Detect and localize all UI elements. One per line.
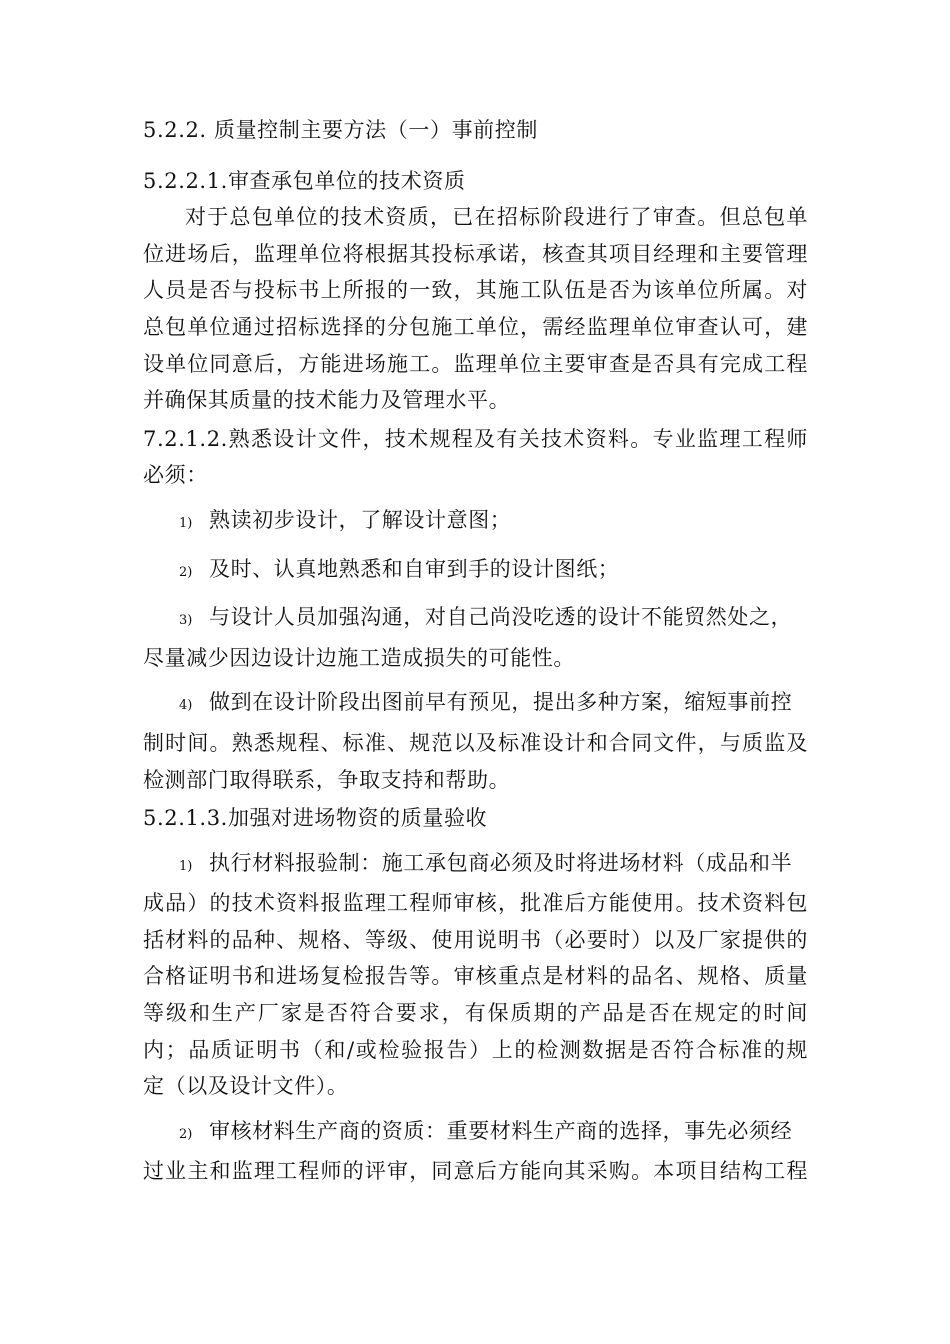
section-heading-5-2-2: 5.2.2. 质量控制主要方法（一）事前控制	[143, 118, 538, 142]
section-heading-7-2-1-2: 7.2.1.2.熟悉设计文件，技术规程及有关技术资料。专业监理工程师	[143, 426, 808, 451]
design-review-list	[143, 502, 808, 798]
list-number: 4)	[179, 698, 193, 714]
list-item-text: 及时、认真地熟悉和自审到手的设计图纸；	[209, 556, 620, 581]
list-number: 3)	[179, 613, 193, 629]
list-number: 2)	[179, 1126, 193, 1142]
list-item-text: 等级和生产厂家是否符合要求，有保质期的产品是否在规定的时间	[143, 1001, 808, 1026]
list-number: 2)	[179, 564, 193, 580]
list-number: 1)	[179, 858, 193, 874]
list-item	[143, 684, 808, 798]
list-item-text: 内；品质证明书（和/或检验报告）上的检测数据是否符合标准的规	[143, 1037, 808, 1062]
paragraph-line: 位进场后，监理单位将根据其投标承诺，核查其项目经理和主要管理	[143, 241, 808, 266]
list-item	[143, 845, 808, 1105]
list-item-text: 与设计人员加强沟通，对自己尚没吃透的设计不能贸然处之，	[209, 605, 793, 630]
list-item-text: 做到在设计阶段出图前早有预见，提出多种方案，缩短事前控	[209, 690, 793, 715]
list-item-text: 熟读初步设计，了解设计意图；	[209, 507, 512, 532]
list-item-text: 制时间。熟悉规程、标准、规范以及标准设计和合同文件，与质监及	[143, 730, 808, 755]
list-item-text: 成品）的技术资料报监理工程师审核，批准后方能使用。技术资料包	[143, 891, 808, 916]
list-item	[143, 1113, 808, 1190]
list-item-text: 审核材料生产商的资质：重要材料生产商的选择，事先必须经	[209, 1118, 793, 1143]
list-item-text: 括材料的品种、规格、等级、使用说明书（必要时）以及厂家提供的	[143, 927, 808, 952]
list-number: 1)	[179, 515, 193, 531]
section-heading-5-2-2-1: 5.2.2.1.审查承包单位的技术资质	[143, 168, 466, 193]
list-item-text: 检测部门取得联系，争取支持和帮助。	[143, 767, 511, 792]
list-item	[143, 502, 808, 543]
list-item-text: 尽量减少因边设计边施工造成损失的可能性。	[143, 645, 575, 670]
material-inspection-list	[143, 845, 808, 1190]
section-heading-7-2-1-2-cont: 必须：	[143, 463, 208, 488]
list-item-text: 执行材料报验制：施工承包商必须及时将进场材料（成品和半	[209, 850, 793, 875]
paragraph-line: 人员是否与投标书上所报的一致，其施工队伍是否为该单位所属。对	[143, 278, 808, 303]
section-heading-5-2-1-3: 5.2.1.3.加强对进场物资的质量验收	[143, 806, 488, 831]
list-item	[143, 551, 808, 592]
list-item-text: 定（以及设计文件）。	[143, 1074, 349, 1099]
list-item	[143, 599, 808, 676]
paragraph-line: 对于总包单位的技术资质，已在招标阶段进行了审查。但总包单	[185, 205, 808, 230]
list-item-text: 过业主和监理工程师的评审，同意后方能向其采购。本项目结构工程	[143, 1159, 808, 1184]
paragraph-line: 并确保其质量的技术能力及管理水平。	[143, 388, 511, 413]
paragraph-line: 总包单位通过招标选择的分包施工单位，需经监理单位审查认可，建	[143, 314, 808, 339]
paragraph-line: 设单位同意后，方能进场施工。监理单位主要审查是否具有完成工程	[143, 351, 808, 376]
list-item-text: 合格证明书和进场复检报告等。审核重点是材料的品名、规格、质量	[143, 964, 808, 989]
paragraph-qualification-review	[143, 199, 808, 419]
